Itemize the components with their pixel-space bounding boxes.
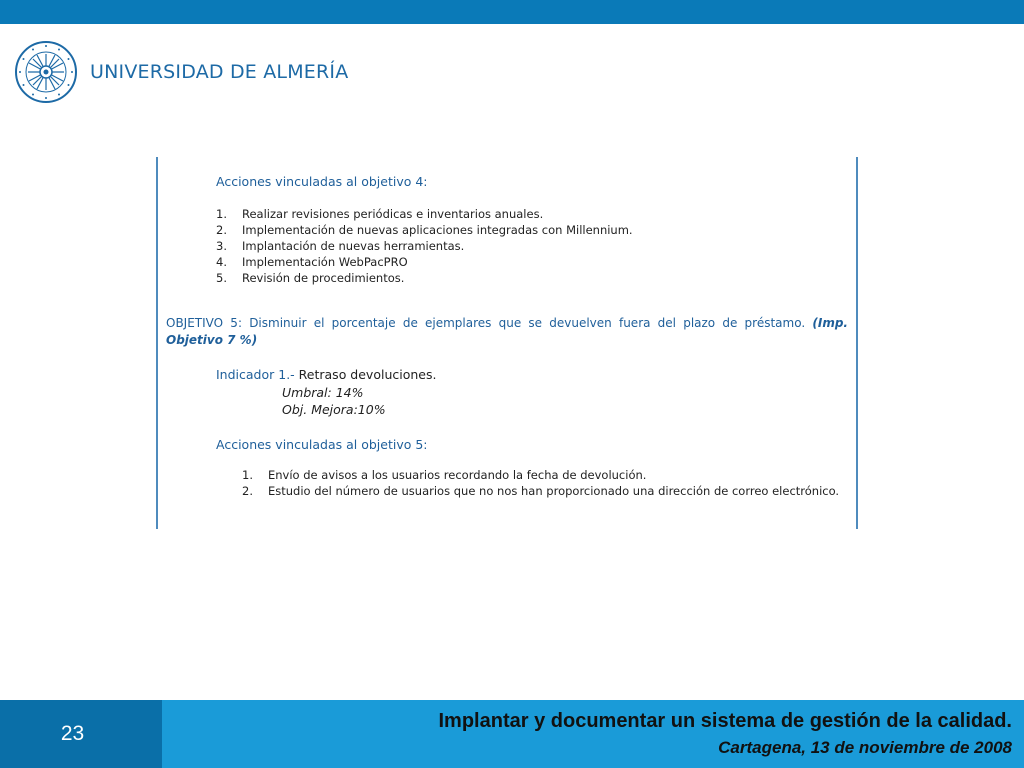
list-item-number: 2. [216, 223, 227, 237]
footer-subtitle: Cartagena, 13 de noviembre de 2008 [718, 738, 1012, 757]
list-item-number: 3. [216, 239, 227, 253]
list-item-number: 5. [216, 271, 227, 285]
list-item-text: Estudio del número de usuarios que no nos han proporcionado una dirección de correo electrónico. [268, 484, 840, 498]
improvement-goal: Obj. Mejora:10% [282, 402, 386, 417]
list-item-number: 1. [242, 468, 253, 482]
list-item-text: Realizar revisiones periódicas e inventarios anuales. [242, 207, 544, 221]
indicator [216, 367, 436, 382]
obj4-actions-heading: Acciones vinculadas al objetivo 4: [216, 174, 428, 189]
list-item-number: 2. [242, 484, 253, 498]
document-excerpt [156, 157, 858, 529]
list-item [216, 271, 404, 285]
university-name: UNIVERSIDAD DE ALMERÍA [90, 61, 349, 83]
university-logo [14, 38, 354, 106]
objective-5-text: OBJETIVO 5: Disminuir el porcentaje de ejemplares que se devuelven fuera del plazo de préstamo. [166, 316, 806, 330]
threshold: Umbral: 14% [282, 385, 364, 400]
list-item-text: Implementación WebPacPRO [242, 255, 408, 269]
list-item [242, 468, 646, 482]
footer-bar [0, 700, 1024, 768]
list-item-text: Implantación de nuevas herramientas. [242, 239, 465, 253]
page-number: 23 [60, 722, 85, 745]
indicator-text: Retraso devoluciones. [294, 367, 437, 382]
list-item-number: 4. [216, 255, 227, 269]
list-item-text: Implementación de nuevas aplicaciones integradas con Millennium. [242, 223, 633, 237]
list-item [216, 239, 464, 253]
list-item-text: Envío de avisos a los usuarios recordando la fecha de devolución. [268, 468, 647, 482]
page-number-box [0, 700, 162, 768]
objective-5-importance: (Imp. Objetivo 7 %) [166, 316, 848, 347]
list-item [216, 207, 543, 221]
university-seal-icon [14, 40, 78, 104]
list-item [242, 484, 839, 498]
top-bar [0, 0, 1024, 24]
obj5-actions-heading: Acciones vinculadas al objetivo 5: [216, 437, 428, 452]
indicator-label: Indicador 1.- [216, 367, 295, 382]
objective-5 [166, 315, 848, 349]
list-item-text: Revisión de procedimientos. [242, 271, 405, 285]
list-item [216, 223, 633, 237]
list-item-number: 1. [216, 207, 227, 221]
footer-title: Implantar y documentar un sistema de gestión de la calidad. [438, 710, 1012, 732]
list-item [216, 255, 408, 269]
